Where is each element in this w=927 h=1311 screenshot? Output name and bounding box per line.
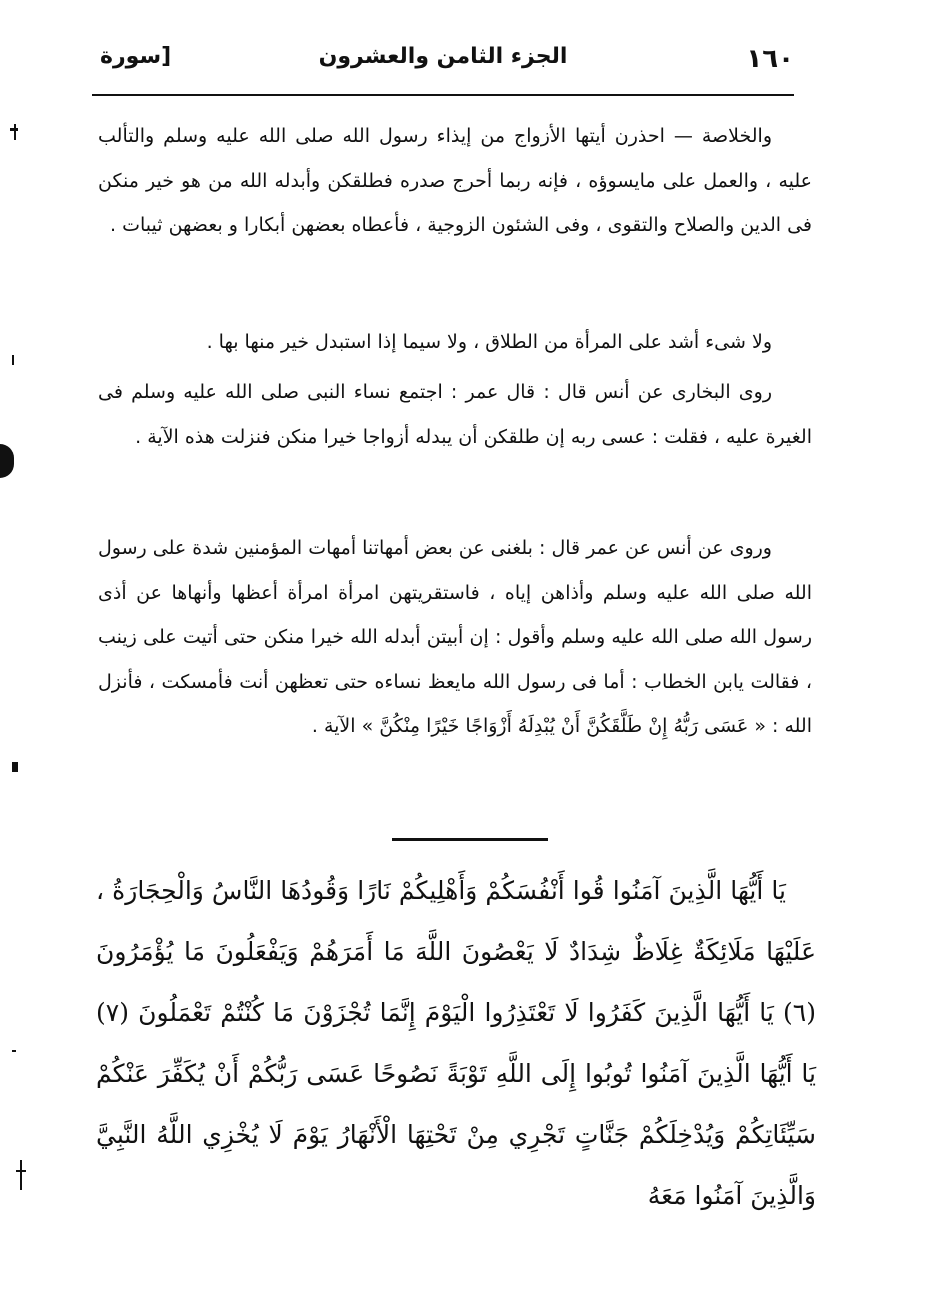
page-header [92, 40, 794, 96]
scan-mark [12, 1050, 16, 1052]
running-title: الجزء الثامن والعشرون [318, 44, 568, 69]
quran-verses: يَا أَيُّهَا الَّذِينَ آمَنُوا قُوا أَنْفُسَكُمْ وَأَهْلِيكُمْ نَارًا وَقُودُهَا النَّاسُ وَالْحِجَارَةُ ، عَلَيْهَا مَلَائِكَةٌ غِلَاظٌ شِدَادٌ لَا يَعْصُونَ اللَّهَ مَا أَمَرَهُمْ وَيَفْعَلُونَ مَا يُؤْمَرُونَ (٦) يَا أَيُّهَا الَّذِينَ كَفَرُوا لَا تَعْتَذِرُوا الْيَوْمَ إِنَّمَا تُجْزَوْنَ مَا كُنْتُمْ تَعْمَلُونَ (٧) يَا أَيُّهَا الَّذِينَ آمَنُوا تُوبُوا إِلَى اللَّهِ تَوْبَةً نَصُوحًا عَسَى رَبُّكُمْ أَنْ يُكَفِّرَ عَنْكُمْ سَيِّئَاتِكُمْ وَيُدْخِلَكُمْ جَنَّاتٍ تَجْرِي مِنْ تَحْتِهَا الْأَنْهَارُ يَوْمَ لَا يُخْزِي اللَّهُ النَّبِيَّ وَالَّذِينَ آمَنُوا مَعَهُ [96, 876, 816, 1210]
section-divider [392, 838, 548, 841]
scan-mark [0, 444, 14, 478]
paragraph-anas-umar: وروى عن أنس عن عمر قال : بلغنى عن بعض أمهاتنا أمهات المؤمنين شدة على رسول الله صلى الله عليه وسلم وأذاهن إياه ، فاستقريتهن امرأة امرأة أعظها وأنهاها عن أذى رسول الله صلى الله عليه وسلم وأقول : إن أبيتن أبدله الله خيرا منكن حتى أتيت على زينب ، فقالت يابن الخطاب : أما فى رسول الله مايعظ نساءه حتى تعظهن أنت فأمسكت ، فأنزل الله : « عَسَى رَبُّهُ إِنْ طَلَّقَكُنَّ أَنْ يُبْدِلَهُ أَزْوَاجًا خَيْرًا مِنْكُنَّ » الآية . [98, 537, 812, 737]
scan-mark [12, 355, 14, 365]
page-number: ١٦٠ [746, 44, 794, 74]
scan-mark [12, 762, 18, 772]
paragraph-summary: والخلاصة — احذرن أيتها الأزواج من إيذاء رسول الله صلى الله عليه وسلم والتألب عليه ، والعمل على مايسوؤه ، فإنه ربما أحرج صدره فطلقكن وأبدله الله من هو خير منكن فى الدين والصلاح والتقوى ، وفى الشئون الزوجية ، فأعطاه بعضهن أبكارا و بعضهن ثيبات . [98, 125, 812, 236]
paragraph-divorce: ولا شىء أشد على المرأة من الطلاق ، ولا سيما إذا استبدل خير منها بها . [206, 331, 772, 353]
header-rule [92, 94, 794, 96]
scan-mark [20, 1160, 22, 1190]
paragraph-bukhari: روى البخارى عن أنس قال : قال عمر : اجتمع نساء النبى صلى الله عليه وسلم فى الغيرة عليه ، فقلت : عسى ربه إن طلقكن أن يبدله أزواجا خيرا منكن فنزلت هذه الآية . [98, 381, 812, 448]
surah-label: [سورة [100, 44, 172, 69]
scan-mark [14, 124, 16, 140]
